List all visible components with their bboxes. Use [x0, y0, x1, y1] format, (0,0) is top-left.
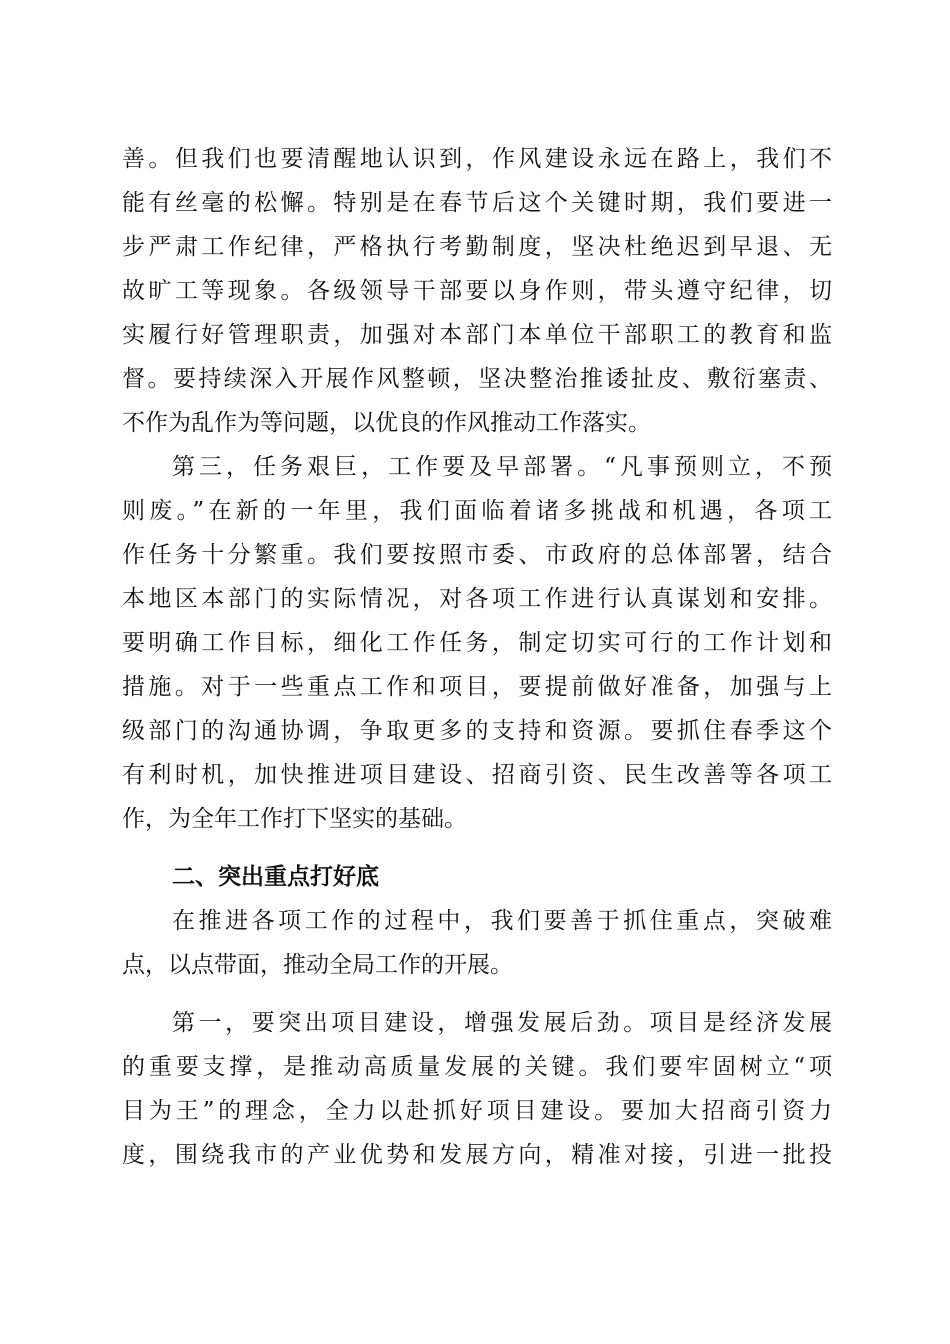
paragraph-first-line — [172, 445, 832, 489]
text-line: 本地区本部门的实际情况，对各项工作进行认真谋划和安排。 — [122, 586, 832, 612]
text-line: 度，围绕我市的产业优势和发展方向，精准对接，引进一批投 — [122, 1142, 832, 1168]
paragraph-lead: 第三，任务艰巨，工作要及早部署。 — [172, 454, 605, 480]
text-line: 有利时机，加快推进项目建设、招商引资、民生改善等各项工 — [122, 762, 832, 788]
text-line: 的重要支撑，是推动高质量发展的关键。我们要牢固树立“项 — [122, 1054, 832, 1080]
paragraph-first-line: 在推进各项工作的过程中，我们要善于抓住重点，突破难 — [172, 908, 832, 934]
paragraph-lead: 第一，要突出项目建设，增强发展后劲。 — [172, 1010, 650, 1036]
text-line: 要明确工作目标，细化工作任务，制定切实可行的工作计划和 — [122, 630, 832, 656]
paragraph-text: “凡事预则立，不预 — [604, 454, 832, 480]
text-line: 级部门的沟通协调，争取更多的支持和资源。要抓住春季这个 — [122, 718, 832, 744]
text-line: 实履行好管理职责，加强对本部门本单位干部职工的教育和监 — [122, 322, 832, 348]
text-line: 点，以点带面，推动全局工作的开展。 — [122, 952, 513, 978]
section-heading: 二、突出重点打好底 — [172, 864, 379, 890]
text-line: 督。要持续深入开展作风整顿，坚决整治推诿扯皮、敷衍塞责、 — [122, 366, 832, 392]
paragraph-text: 项目是经济发展 — [649, 1010, 833, 1036]
text-line: 故旷工等现象。各级领导干部要以身作则，带头遵守纪律，切 — [122, 278, 832, 304]
text-line: 作任务十分繁重。我们要按照市委、市政府的总体部署，结合 — [122, 542, 832, 568]
text-line: 不作为乱作为等问题，以优良的作风推动工作落实。 — [122, 410, 651, 436]
text-line: 步严肃工作纪律，严格执行考勤制度，坚决杜绝迟到早退、无 — [122, 234, 832, 260]
text-line: 措施。对于一些重点工作和项目，要提前做好准备，加强与上 — [122, 674, 832, 700]
text-line: 能有丝毫的松懈。特别是在春节后这个关键时期，我们要进一 — [122, 190, 832, 216]
paragraph-first-line — [172, 1001, 832, 1045]
text-line: 善。但我们也要清醒地认识到，作风建设永远在路上，我们不 — [122, 146, 832, 172]
text-line: 目为王”的理念，全力以赴抓好项目建设。要加大招商引资力 — [122, 1098, 832, 1124]
text-line: 作，为全年工作打下坚实的基础。 — [122, 806, 467, 832]
text-line: 则废。”在新的一年里，我们面临着诸多挑战和机遇，各项工 — [122, 498, 832, 524]
